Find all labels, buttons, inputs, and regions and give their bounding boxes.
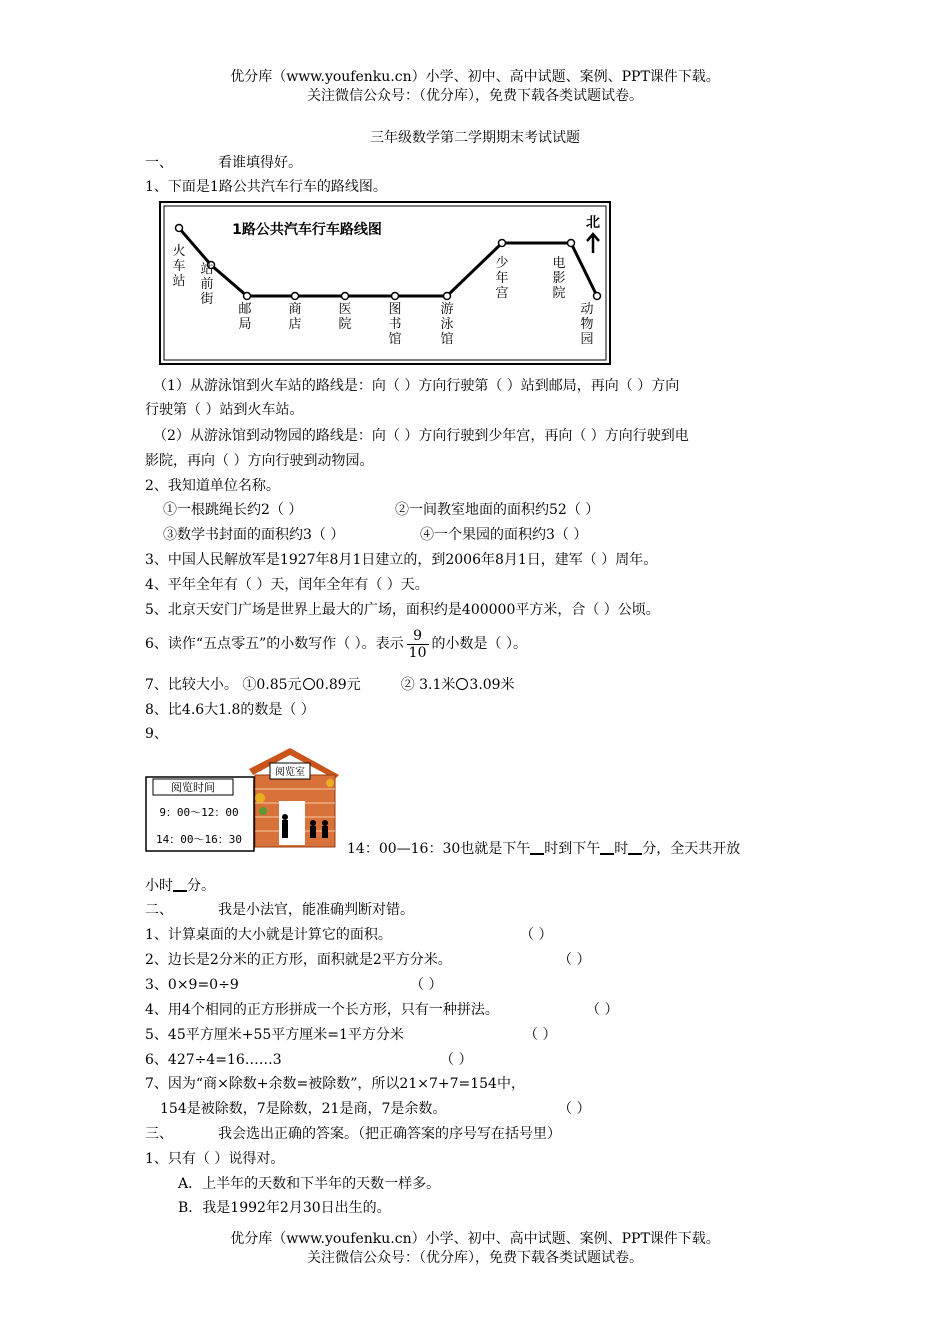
house-icon [249, 748, 339, 847]
station-label: 站前街 [200, 262, 214, 307]
station-label: 少年宫 [495, 256, 509, 301]
judgement-item: 5、45平方厘米+55平方厘米=1平方分米 [145, 1027, 404, 1043]
station-label: 电影院 [552, 256, 566, 301]
station-dot [244, 293, 251, 300]
station-label: 动物园 [580, 302, 594, 347]
judgement-item: 2、边长是2分米的正方形，面积就是2平方分米。 [145, 952, 452, 968]
station-dot [176, 225, 183, 232]
choice-option-b: B．我是1992年2月30日出生的。 [178, 1200, 391, 1216]
station-label: 商店 [288, 302, 302, 332]
opening-hours-sign [146, 777, 254, 851]
question-2-d: ④一个果园的面积约3（ ） [420, 527, 588, 543]
station-label: 邮局 [238, 302, 252, 332]
judgement-item: 4、用4个相同的正方形拼成一个长方形，只有一种拼法。 [145, 1002, 499, 1018]
station-label: 游泳馆 [440, 302, 454, 347]
question-5: 5、北京天安门广场是世界上最大的广场，面积约是400000平方米，合（ ）公顷。 [145, 602, 660, 618]
compare-circle-icon [456, 678, 468, 690]
station-dot [499, 240, 506, 247]
section-1-heading: 一、 看谁填得好。 [145, 155, 302, 171]
question-1-2-line-2: 影院，再向（ ）方向行驶到动物园。 [145, 453, 374, 469]
choice-question-1: 1、只有（ ）说得对。 [145, 1151, 285, 1167]
answer-blank [600, 841, 614, 855]
fraction-denominator: 10 [408, 644, 427, 661]
fraction-numerator: 9 [407, 628, 429, 645]
footer-line-1: 优分库（www.youfenku.cn）小学、初中、高中试题、案例、PPT课件下载。 [230, 1231, 720, 1247]
fraction [407, 628, 429, 661]
station-label: 火车站 [172, 244, 186, 289]
answer-blank [530, 841, 544, 855]
bus-route-map [159, 201, 611, 365]
map-title: 1路公共汽车行车路线图 [232, 222, 382, 238]
bus-route-map-svg [159, 201, 611, 365]
question-3: 3、中国人民解放军是1927年8月1日建立的，到2006年8月1日，建军（ ）周年。 [145, 552, 658, 568]
sign-time-1: 9：00～12：00 [159, 806, 239, 819]
station-dot [392, 293, 399, 300]
judgement-7-line-2: 154是被除数，7是除数，21是商，7是余数。 [160, 1101, 447, 1117]
station-dot [444, 293, 451, 300]
station-label: 图书馆 [388, 302, 402, 347]
judgement-item: 6、427÷4=16……3 [145, 1052, 282, 1068]
judgement-7-line-1: 7、因为“商×除数+余数=被除数”，所以21×7+7=154中， [145, 1076, 525, 1092]
judgement-item: 3、0×9=0÷9 [145, 977, 239, 993]
question-6: 6、读作“五点零五”的小数写作（ ）。表示 $\frac{9}{10}$ 的小数是（ ）。 [145, 627, 527, 661]
judgement-mark: （ ） [440, 1052, 473, 1068]
question-9-text-line-2: 小时 分。 [145, 878, 215, 894]
judgement-mark: （ ） [558, 952, 591, 968]
station-dot [292, 293, 299, 300]
question-9: 9、 [145, 726, 168, 742]
answer-blank [173, 878, 187, 892]
question-1: 1、下面是1路公共汽车行车的路线图。 [145, 179, 387, 195]
reading-room-label: 阅览室 [275, 767, 305, 778]
header-line-2: 关注微信公众号：（优分库），免费下载各类试题试卷。 [307, 88, 643, 104]
judgement-item: 1、计算桌面的大小就是计算它的面积。 [145, 927, 392, 943]
choice-option-a: A．上半年的天数和下半年的天数一样多。 [178, 1176, 441, 1192]
question-2-b: ②一间教室地面的面积约52（ ） [395, 502, 600, 518]
question-2-c: ③数学书封面的面积约3（ ） [163, 527, 345, 543]
judgement-7-mark: （ ） [558, 1101, 591, 1117]
question-1-1-line-2: 行驶第（ ）站到火车站。 [145, 402, 304, 418]
page-title: 三年级数学第二学期期末考试试题 [370, 130, 580, 146]
reading-room-illustration [145, 743, 341, 853]
sign-title: 阅览时间 [171, 781, 215, 794]
footer-line-2: 关注微信公众号：（优分库），免费下载各类试题试卷。 [307, 1250, 643, 1266]
answer-blank [628, 841, 642, 855]
section-2-heading: 二、 我是小法官，能准确判断对错。 [145, 902, 414, 918]
judgement-mark: （ ） [524, 1027, 557, 1043]
station-dot [342, 293, 349, 300]
question-2: 2、我知道单位名称。 [145, 478, 280, 494]
header-line-1: 优分库（www.youfenku.cn）小学、初中、高中试题、案例、PPT课件下载。 [230, 69, 720, 85]
station-dot [568, 240, 575, 247]
section-3-heading: 三、 我会选出正确的答案。（把正确答案的序号写在括号里） [145, 1126, 561, 1142]
question-1-2-line-1: （2）从游泳馆到动物园的路线是：向（ ）方向行驶到少年宫，再向（ ）方向行驶到电 [153, 428, 689, 444]
compare-circle-icon [303, 678, 315, 690]
question-4: 4、平年全年有（ ）天，闰年全年有（ ）天。 [145, 577, 429, 593]
station-label: 医院 [338, 302, 352, 332]
judgement-mark: （ ） [586, 1002, 619, 1018]
map-north-label: 北 [586, 215, 600, 231]
judgement-mark: （ ） [520, 927, 553, 943]
question-9-text-line-1: 14：00—16：30也就是下午 时到下午 时 分，全天共开放 [347, 841, 741, 857]
judgement-mark: （ ） [410, 977, 443, 993]
question-2-a: ①一根跳绳长约2（ ） [163, 502, 303, 518]
sign-time-2: 14：00～16：30 [156, 833, 242, 846]
question-1-1-line-1: （1）从游泳馆到火车站的路线是：向（ ）方向行驶第（ ）站到邮局，再向（ ）方向 [153, 378, 680, 394]
question-8: 8、比4.6大1.8的数是（ ） [145, 702, 315, 718]
station-dot [594, 293, 601, 300]
question-7: 7、比较大小。 ①0.85元 0.89元 ② 3.1米 3.09米 [145, 677, 515, 693]
